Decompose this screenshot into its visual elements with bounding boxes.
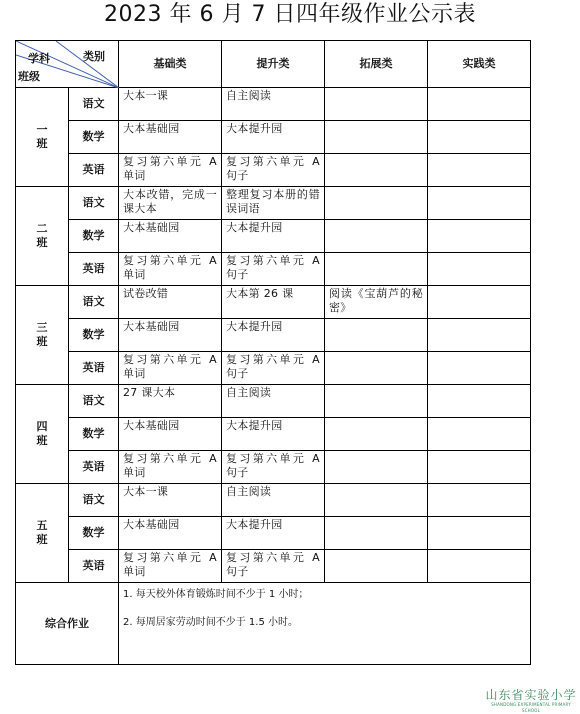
homework-improve-cell: 复习第六单元 A 句子 <box>222 352 325 385</box>
class-name-cell: 三 班 <box>16 286 69 385</box>
table-row <box>16 88 531 121</box>
homework-table <box>15 40 531 665</box>
homework-improve-cell: 复习第六单元 A 句子 <box>222 154 325 187</box>
homework-basic-cell: 大本基础园 <box>119 418 222 451</box>
table-row <box>16 550 531 583</box>
homework-practice-cell <box>428 187 531 220</box>
subject-cell: 英语 <box>69 451 119 484</box>
subject-cell: 数学 <box>69 517 119 550</box>
homework-practice-cell <box>428 418 531 451</box>
homework-practice-cell <box>428 154 531 187</box>
homework-basic-cell: 大本基础园 <box>119 319 222 352</box>
homework-extend-cell <box>325 88 428 121</box>
homework-practice-cell <box>428 286 531 319</box>
homework-improve-cell: 复习第六单元 A 句子 <box>222 550 325 583</box>
table-row <box>16 187 531 220</box>
homework-extend-cell <box>325 418 428 451</box>
homework-practice-cell <box>428 517 531 550</box>
homework-practice-cell <box>428 550 531 583</box>
school-name-cn: 山东省实验小学 <box>485 688 577 702</box>
homework-basic-cell: 复习第六单元 A 单词 <box>119 550 222 583</box>
table-row <box>16 484 531 517</box>
homework-basic-cell: 大本一课 <box>119 88 222 121</box>
homework-improve-cell: 大本提升园 <box>222 319 325 352</box>
column-header-extend: 拓展类 <box>325 41 428 88</box>
homework-improve-cell: 大本第 26 课 <box>222 286 325 319</box>
homework-extend-cell <box>325 484 428 517</box>
comprehensive-item: 1. 每天校外体育锻炼时间不少于 1 小时； <box>123 589 309 600</box>
subject-cell: 数学 <box>69 319 119 352</box>
homework-improve-cell: 大本提升园 <box>222 517 325 550</box>
homework-practice-cell <box>428 253 531 286</box>
homework-improve-cell: 复习第六单元 A 句子 <box>222 451 325 484</box>
homework-practice-cell <box>428 319 531 352</box>
homework-improve-cell: 整理复习本册的错误词语 <box>222 187 325 220</box>
homework-extend-cell <box>325 385 428 418</box>
homework-improve-cell: 自主阅读 <box>222 88 325 121</box>
column-header-improve: 提升类 <box>222 41 325 88</box>
homework-extend-cell <box>325 451 428 484</box>
subject-cell: 语文 <box>69 286 119 319</box>
subject-cell: 数学 <box>69 220 119 253</box>
subject-cell: 英语 <box>69 352 119 385</box>
comprehensive-row <box>16 583 531 665</box>
homework-improve-cell: 自主阅读 <box>222 385 325 418</box>
homework-practice-cell <box>428 451 531 484</box>
table-row <box>16 451 531 484</box>
homework-improve-cell: 大本提升园 <box>222 418 325 451</box>
class-name-cell: 二 班 <box>16 187 69 286</box>
homework-extend-cell <box>325 220 428 253</box>
class-name-cell: 一 班 <box>16 88 69 187</box>
homework-basic-cell: 大本基础园 <box>119 121 222 154</box>
homework-basic-cell: 复习第六单元 A 单词 <box>119 154 222 187</box>
table-row <box>16 385 531 418</box>
homework-extend-cell <box>325 121 428 154</box>
homework-extend-cell <box>325 154 428 187</box>
table-row <box>16 121 531 154</box>
page-title: 2023 年 6 月 7 日四年级作业公示表 <box>104 2 476 27</box>
subject-cell: 英语 <box>69 550 119 583</box>
table-row <box>16 154 531 187</box>
homework-extend-cell <box>325 253 428 286</box>
homework-practice-cell <box>428 220 531 253</box>
homework-practice-cell <box>428 121 531 154</box>
homework-improve-cell: 大本提升园 <box>222 220 325 253</box>
subject-cell: 语文 <box>69 187 119 220</box>
homework-basic-cell: 大本改错，完成一课大本 <box>119 187 222 220</box>
homework-improve-cell: 复习第六单元 A 句子 <box>222 253 325 286</box>
homework-basic-cell: 复习第六单元 A 单词 <box>119 451 222 484</box>
header-corner-cell <box>16 41 119 88</box>
class-name-cell: 五 班 <box>16 484 69 583</box>
homework-basic-cell: 27 课大本 <box>119 385 222 418</box>
header-row <box>16 41 531 88</box>
subject-cell: 数学 <box>69 418 119 451</box>
comprehensive-label: 综合作业 <box>16 583 119 665</box>
homework-basic-cell: 大本基础园 <box>119 517 222 550</box>
school-logo <box>485 688 577 714</box>
comprehensive-content <box>119 583 531 665</box>
table-row <box>16 418 531 451</box>
homework-extend-cell <box>325 352 428 385</box>
subject-axis-label: 学科 <box>28 52 50 65</box>
homework-practice-cell <box>428 484 531 517</box>
subject-cell: 英语 <box>69 154 119 187</box>
subject-cell: 语文 <box>69 88 119 121</box>
homework-extend-cell <box>325 319 428 352</box>
homework-extend-cell <box>325 517 428 550</box>
class-axis-label: 班级 <box>18 70 40 83</box>
homework-improve-cell: 大本提升园 <box>222 121 325 154</box>
category-axis-label: 类别 <box>83 50 105 63</box>
subject-cell: 语文 <box>69 484 119 517</box>
column-header-basic: 基础类 <box>119 41 222 88</box>
table-row <box>16 220 531 253</box>
school-name-en: SHANDONG EXPERIMENTAL PRIMARY SCHOOL <box>491 702 571 713</box>
homework-improve-cell: 自主阅读 <box>222 484 325 517</box>
homework-basic-cell: 复习第六单元 A 单词 <box>119 253 222 286</box>
homework-basic-cell: 复习第六单元 A 单词 <box>119 352 222 385</box>
homework-extend-cell: 阅读《宝葫芦的秘密》 <box>325 286 428 319</box>
column-header-practice: 实践类 <box>428 41 531 88</box>
table-row <box>16 253 531 286</box>
homework-practice-cell <box>428 88 531 121</box>
homework-extend-cell <box>325 187 428 220</box>
subject-cell: 数学 <box>69 121 119 154</box>
comprehensive-item: 2. 每周居家劳动时间不少于 1.5 小时。 <box>123 617 298 628</box>
subject-cell: 语文 <box>69 385 119 418</box>
homework-basic-cell: 大本一课 <box>119 484 222 517</box>
table-row <box>16 517 531 550</box>
table-row <box>16 286 531 319</box>
homework-extend-cell <box>325 550 428 583</box>
table-row <box>16 319 531 352</box>
homework-basic-cell: 试卷改错 <box>119 286 222 319</box>
homework-practice-cell <box>428 352 531 385</box>
homework-practice-cell <box>428 385 531 418</box>
homework-basic-cell: 大本基础园 <box>119 220 222 253</box>
table-row <box>16 352 531 385</box>
class-name-cell: 四 班 <box>16 385 69 484</box>
subject-cell: 英语 <box>69 253 119 286</box>
